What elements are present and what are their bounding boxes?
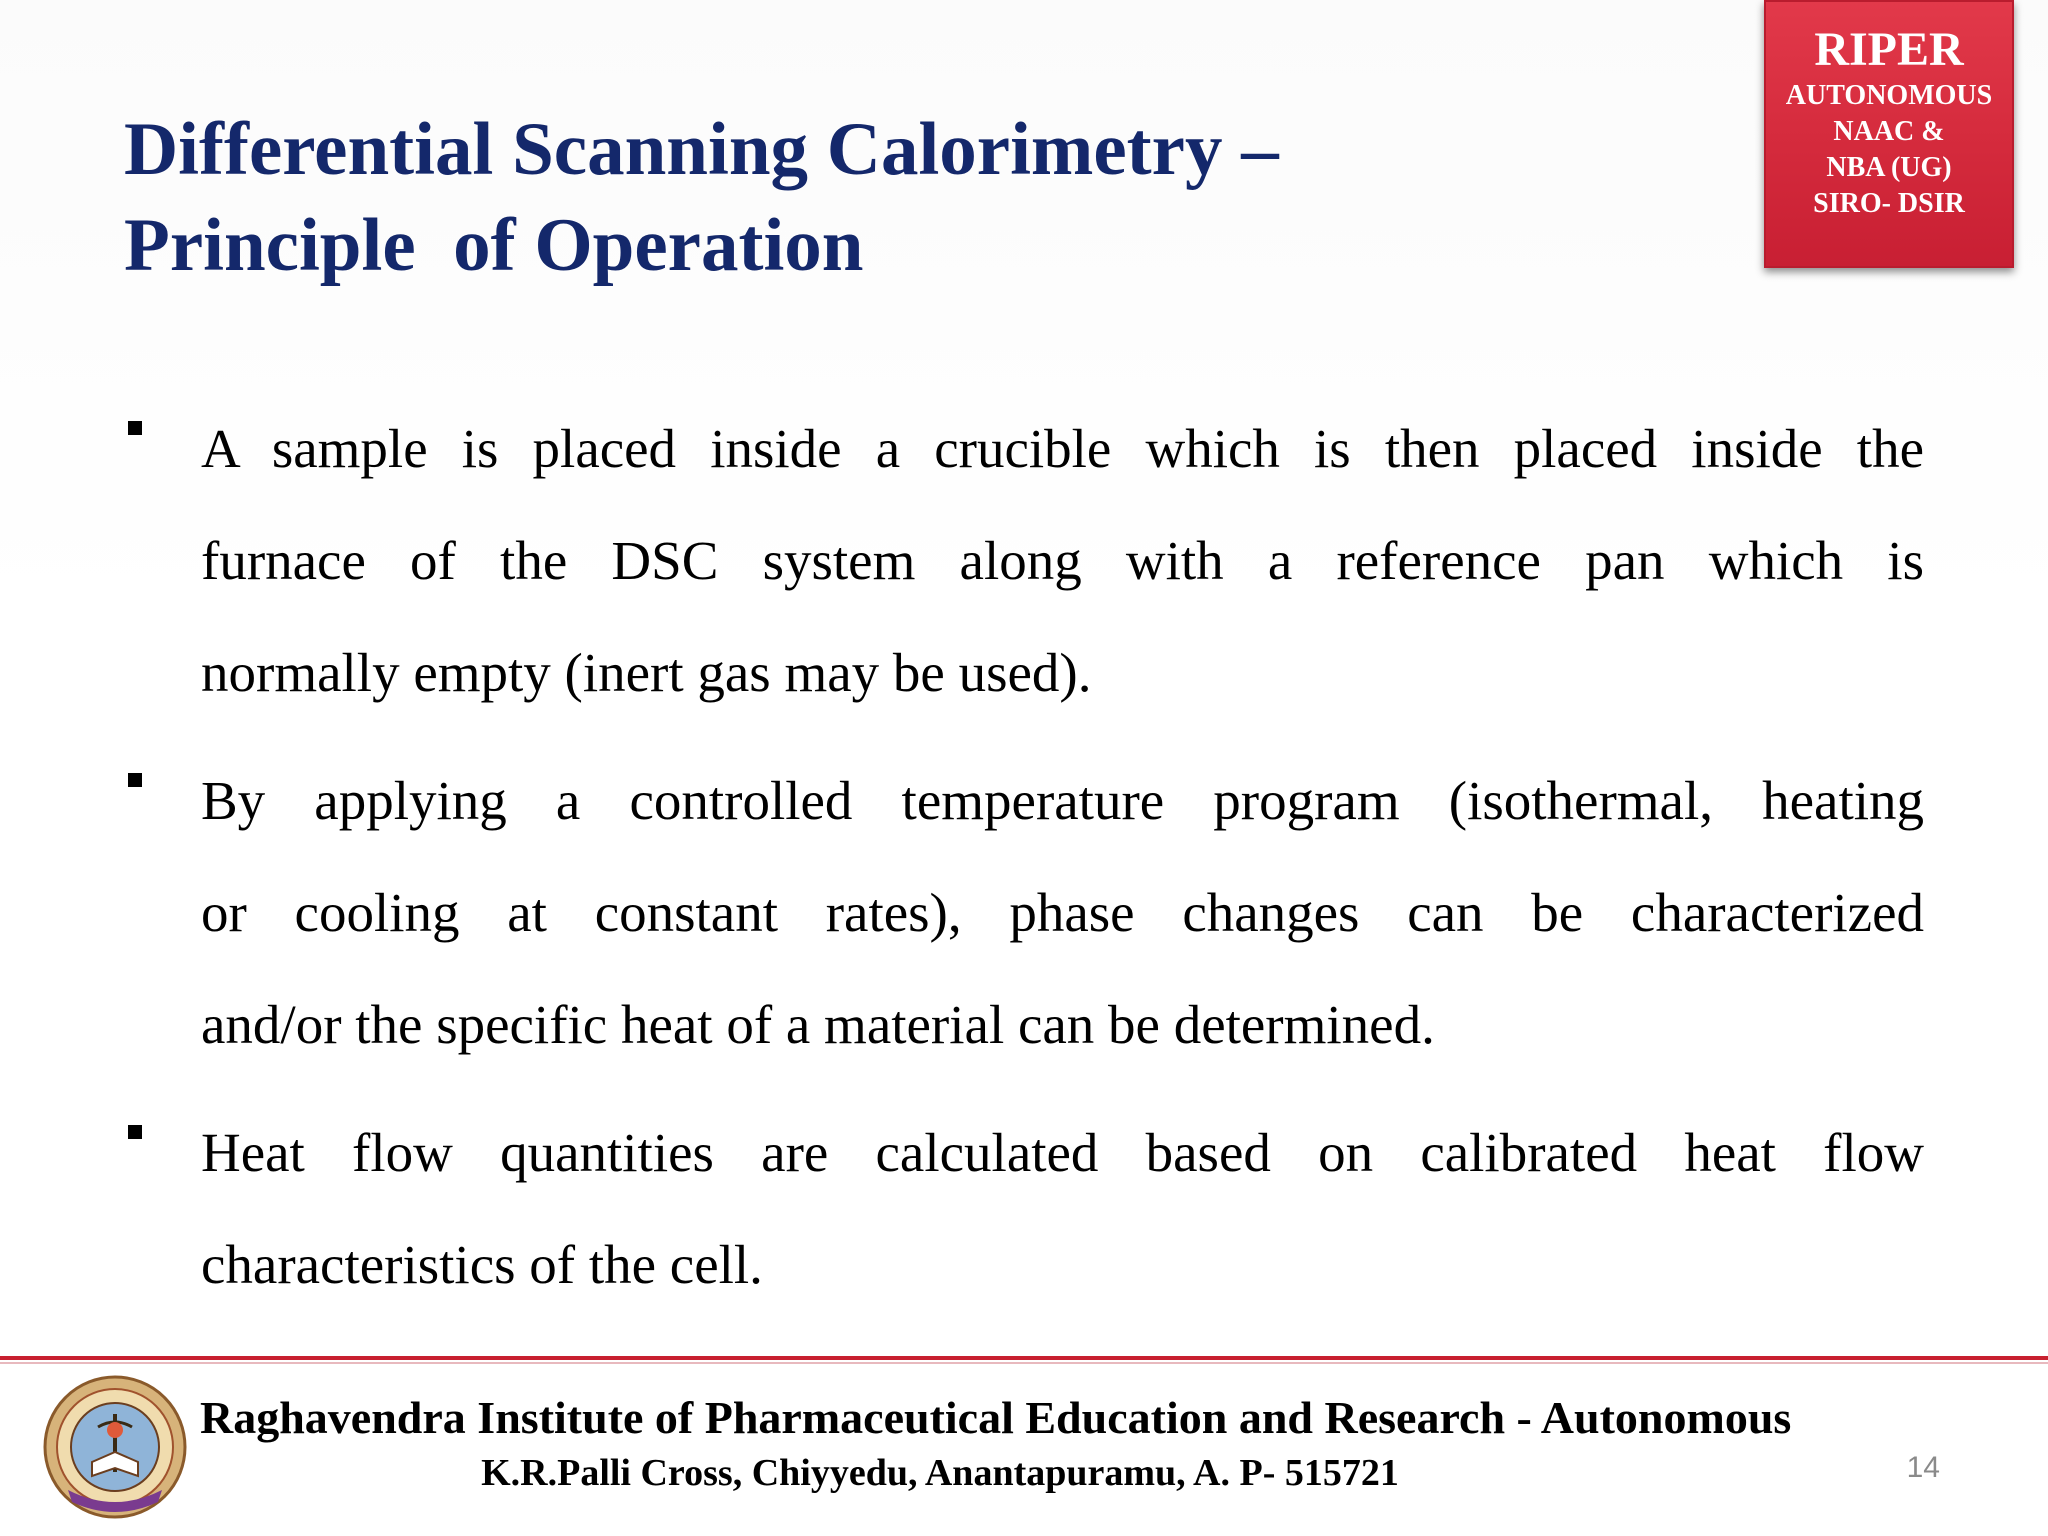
- bullet-text: [201, 393, 1924, 729]
- footer-divider-shadow: [0, 1362, 2048, 1364]
- square-bullet-icon: [128, 1125, 142, 1139]
- square-bullet-icon: [128, 421, 142, 435]
- badge-line-autonomous: AUTONOMOUS: [1785, 80, 1993, 111]
- page-number: 14: [1906, 1451, 1940, 1484]
- slide-title-line-1: Differential Scanning Calorimetry –: [124, 108, 1279, 191]
- bullet-line: normally empty (inert gas may be used).: [201, 642, 1092, 703]
- slide-title: [124, 102, 1684, 294]
- college-seal-icon: [40, 1372, 190, 1522]
- bullet-item: [124, 393, 1924, 729]
- footer-institution: Raghavendra Institute of Pharmaceutical Education and Research - Autonomous: [200, 1392, 1792, 1443]
- bullet-line: and/or the specific heat of a material can be determined.: [201, 994, 1435, 1055]
- bullet-item: [124, 1097, 1924, 1321]
- badge-title: RIPER: [1814, 23, 1964, 76]
- footer-divider: [0, 1356, 2048, 1360]
- badge-line-naac: NAAC &: [1833, 116, 1945, 147]
- bullet-list: [124, 393, 1924, 1337]
- bullet-line: By applying a controlled temperature program (isothermal, heating: [201, 770, 1924, 831]
- bullet-line: or cooling at constant rates), phase changes can be characterized: [201, 882, 1924, 943]
- bullet-item: [124, 745, 1924, 1081]
- bullet-line: characteristics of the cell.: [201, 1234, 763, 1295]
- square-bullet-icon: [128, 773, 142, 787]
- bullet-text: [201, 745, 1924, 1081]
- bullet-line: furnace of the DSC system along with a reference pan which is: [201, 530, 1924, 591]
- bullet-text: [201, 1097, 1924, 1321]
- slide-title-line-2: Principle of Operation: [124, 204, 864, 287]
- riper-badge: [1764, 0, 2014, 268]
- bullet-line: A sample is placed inside a crucible which is then placed inside the: [201, 418, 1924, 479]
- footer-address: K.R.Palli Cross, Chiyyedu, Anantapuramu, A. P- 515721: [481, 1452, 1399, 1494]
- badge-line-nba: NBA (UG): [1826, 152, 1952, 183]
- bullet-line: Heat flow quantities are calculated based on calibrated heat flow: [201, 1122, 1924, 1183]
- badge-line-siro: SIRO- DSIR: [1813, 188, 1965, 219]
